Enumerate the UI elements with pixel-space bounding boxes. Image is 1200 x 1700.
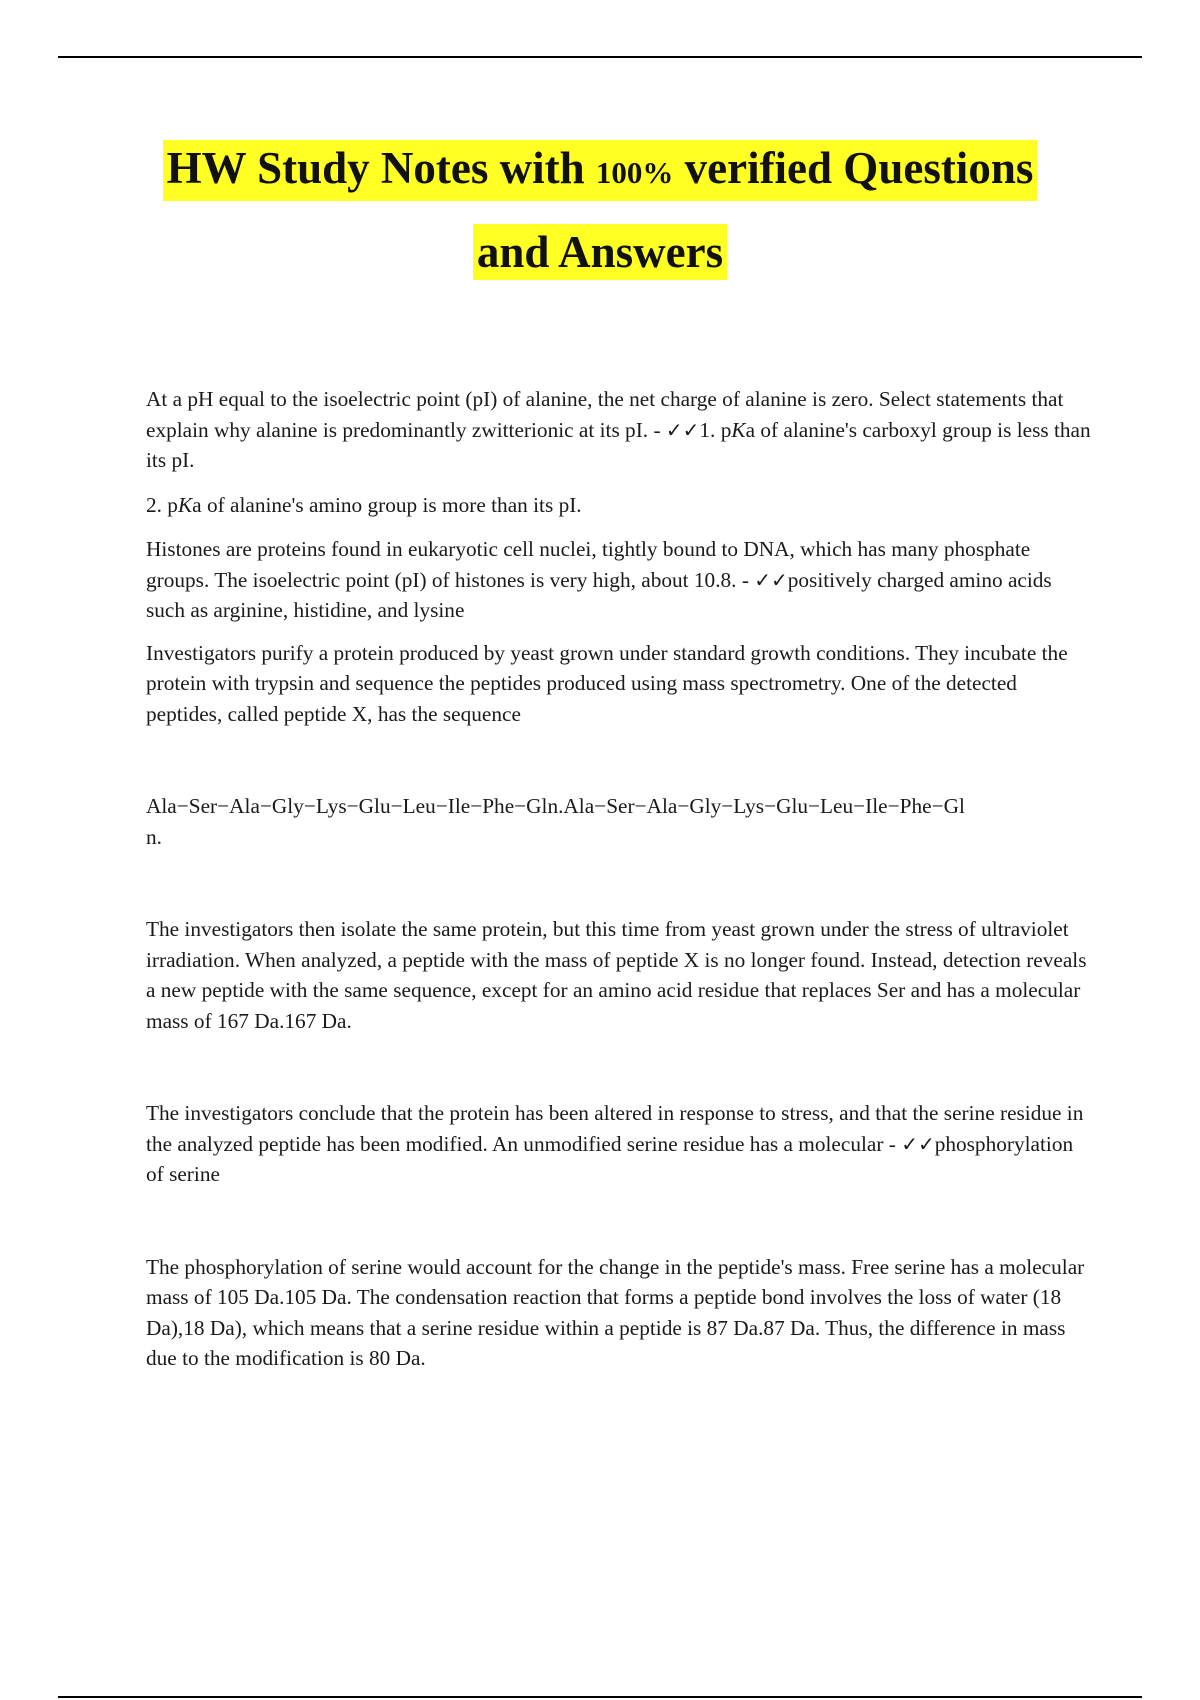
title-line-2: and Answers [473, 224, 727, 280]
q1-answer-rest: a of alanine's carboxyl group is less than its pI. [146, 417, 1091, 472]
q3-sequence-end: n. [146, 824, 162, 849]
q2-question: Histones are proteins found in eukaryotic cell nuclei, tightly bound to DNA, which has many phosphate groups. The isoelectric point (pI) of histones is very high, about 10.8. - [146, 537, 1031, 592]
title-line-1 [163, 140, 1038, 201]
q1-answer-k: K [731, 417, 746, 442]
q3-conclusion-text: The investigators conclude that the protein has been altered in response to stress, and that the serine residue in the analyzed peptide has been modified. An unmodified serine residue has a molecular - [146, 1101, 1084, 1156]
q3-conclusion [146, 1098, 1096, 1190]
q2-paragraph [146, 534, 1096, 626]
check-icon: ✓✓ [665, 417, 700, 442]
q2-answer: positively charged amino acids such as arginine, histidine, and lysine [146, 567, 1052, 622]
q3-stress: The investigators then isolate the same protein, but this time from yeast grown under the stress of ultraviolet irradiation. When analyzed, a peptide with the mass of peptide X is no longer found. Instead, detection reveals a new peptide with the same sequence, except for an amino acid residue that replaces Ser and has a molecular mass of 167 Da.167 Da. [146, 917, 1087, 1033]
title-percent: 100% [595, 155, 674, 190]
check-icon: ✓✓ [901, 1131, 935, 1156]
title-part-1: HW Study Notes with [166, 143, 596, 193]
q3-sequence-line: Ala−Ser−Ala−Gly−Lys−Glu−Leu−Ile−Phe−Gln.Ala−Ser−Ala−Gly−Lys−Glu−Leu−Ile−Phe−Gl [146, 794, 965, 818]
title-part-2: verified Questions [673, 143, 1034, 193]
q1-paragraph [146, 384, 1096, 476]
q3-intro: Investigators purify a protein produced by yeast grown under standard growth conditions. They incubate the protein with trypsin and sequence the peptides produced using mass spectrometry. One of the detected peptides, called peptide X, has the sequence [146, 640, 1068, 726]
q1-answer-2 [146, 490, 1096, 521]
q3-explanation: The phosphorylation of serine would account for the change in the peptide's mass. Free serine has a molecular mass of 105 Da.105 Da. The condensation reaction that forms a peptide bond involves the loss of water (18 Da),18 Da), which means that a serine residue within a peptide is 87 Da.87 Da. Thus, the difference in mass due to the modification is 80 Da. [146, 1254, 1085, 1370]
check-icon: ✓✓ [754, 567, 788, 592]
q1-answer-prefix: 1. p [699, 417, 732, 442]
q1-question: At a pH equal to the isoelectric point (pI) of alanine, the net charge of alanine is zero. Select statements that explain why alanine is predominantly zwitterionic at its pI. - [146, 387, 1064, 442]
document-title [58, 140, 1142, 308]
q1-answer2-k: K [177, 492, 193, 517]
q1-answer2-prefix: 2. p [146, 492, 178, 517]
q3-sequence [146, 791, 1096, 852]
document-body [146, 384, 1096, 1374]
q1-answer2-rest: a of alanine's amino group is more than its pI. [192, 492, 582, 517]
q3-answer: phosphorylation of serine [146, 1131, 1074, 1186]
top-rule [58, 56, 1142, 58]
bottom-rule [58, 1696, 1142, 1698]
